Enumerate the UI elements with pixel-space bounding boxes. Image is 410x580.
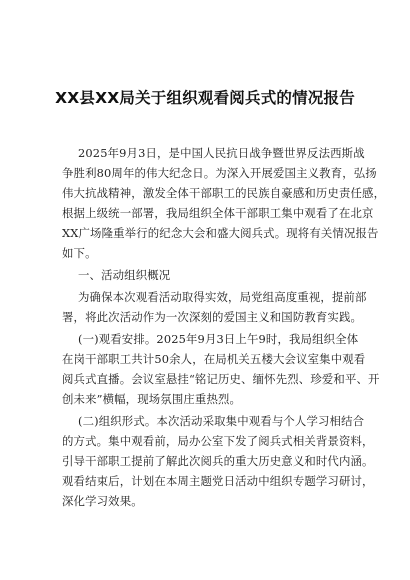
paragraph-line: 深化学习效果。 <box>62 494 143 508</box>
paragraph-line: XX广场隆重举行的纪念大会和盛大阅兵式。现将有关情况报告 <box>62 226 379 240</box>
paragraph-line: 引导干部职工提前了解此次阅兵的重大历史意义和时代内涵。 <box>62 454 374 468</box>
paragraph-line: 为确保本次观看活动取得实效，局党组高度重视，提前部 <box>78 290 367 304</box>
paragraph-line: (一)观看安排。2025年9月3日上午9时，我局组织全体 <box>78 332 359 346</box>
paragraph-line: 的方式。集中观看前，局办公室下发了阅兵式相关背景资料， <box>62 434 374 448</box>
paragraph-line: 署，将此次活动作为一次深刻的爱国主义和国防教育实践。 <box>62 310 363 324</box>
paragraph-line: 伟大抗战精神，激发全体干部职工的民族自豪感和历史责任感， <box>62 186 386 200</box>
paragraph-line: 观看结束后，计划在本周主题党日活动中组织专题学习研讨， <box>62 474 374 488</box>
paragraph-line: 如下。 <box>62 246 97 260</box>
section-heading: 一、活动组织概况 <box>78 268 171 282</box>
paragraph-line: 在岗干部职工共计50余人，在局机关五楼大会议室集中观看 <box>62 352 366 366</box>
document-title: XX县XX局关于组织观看阅兵式的情况报告 <box>55 89 355 107</box>
paragraph-line: (二)组织形式。本次活动采取集中观看与个人学习相结合 <box>78 414 365 428</box>
paragraph-line: 根据上级统一部署，我局组织全体干部职工集中观看了在北京 <box>62 206 374 220</box>
paragraph-line: 争胜利80周年的伟大纪念日。为深入开展爱国主义教育，弘扬 <box>62 166 377 180</box>
paragraph-line: 2025年9月3日，是中国人民抗日战争暨世界反法西斯战 <box>78 146 365 160</box>
paragraph-line: 阅兵式直播。会议室悬挂“铭记历史、缅怀先烈、珍爱和平、开 <box>62 372 380 386</box>
paragraph-line: 创未来”横幅，现场氛围庄重热烈。 <box>62 392 242 406</box>
